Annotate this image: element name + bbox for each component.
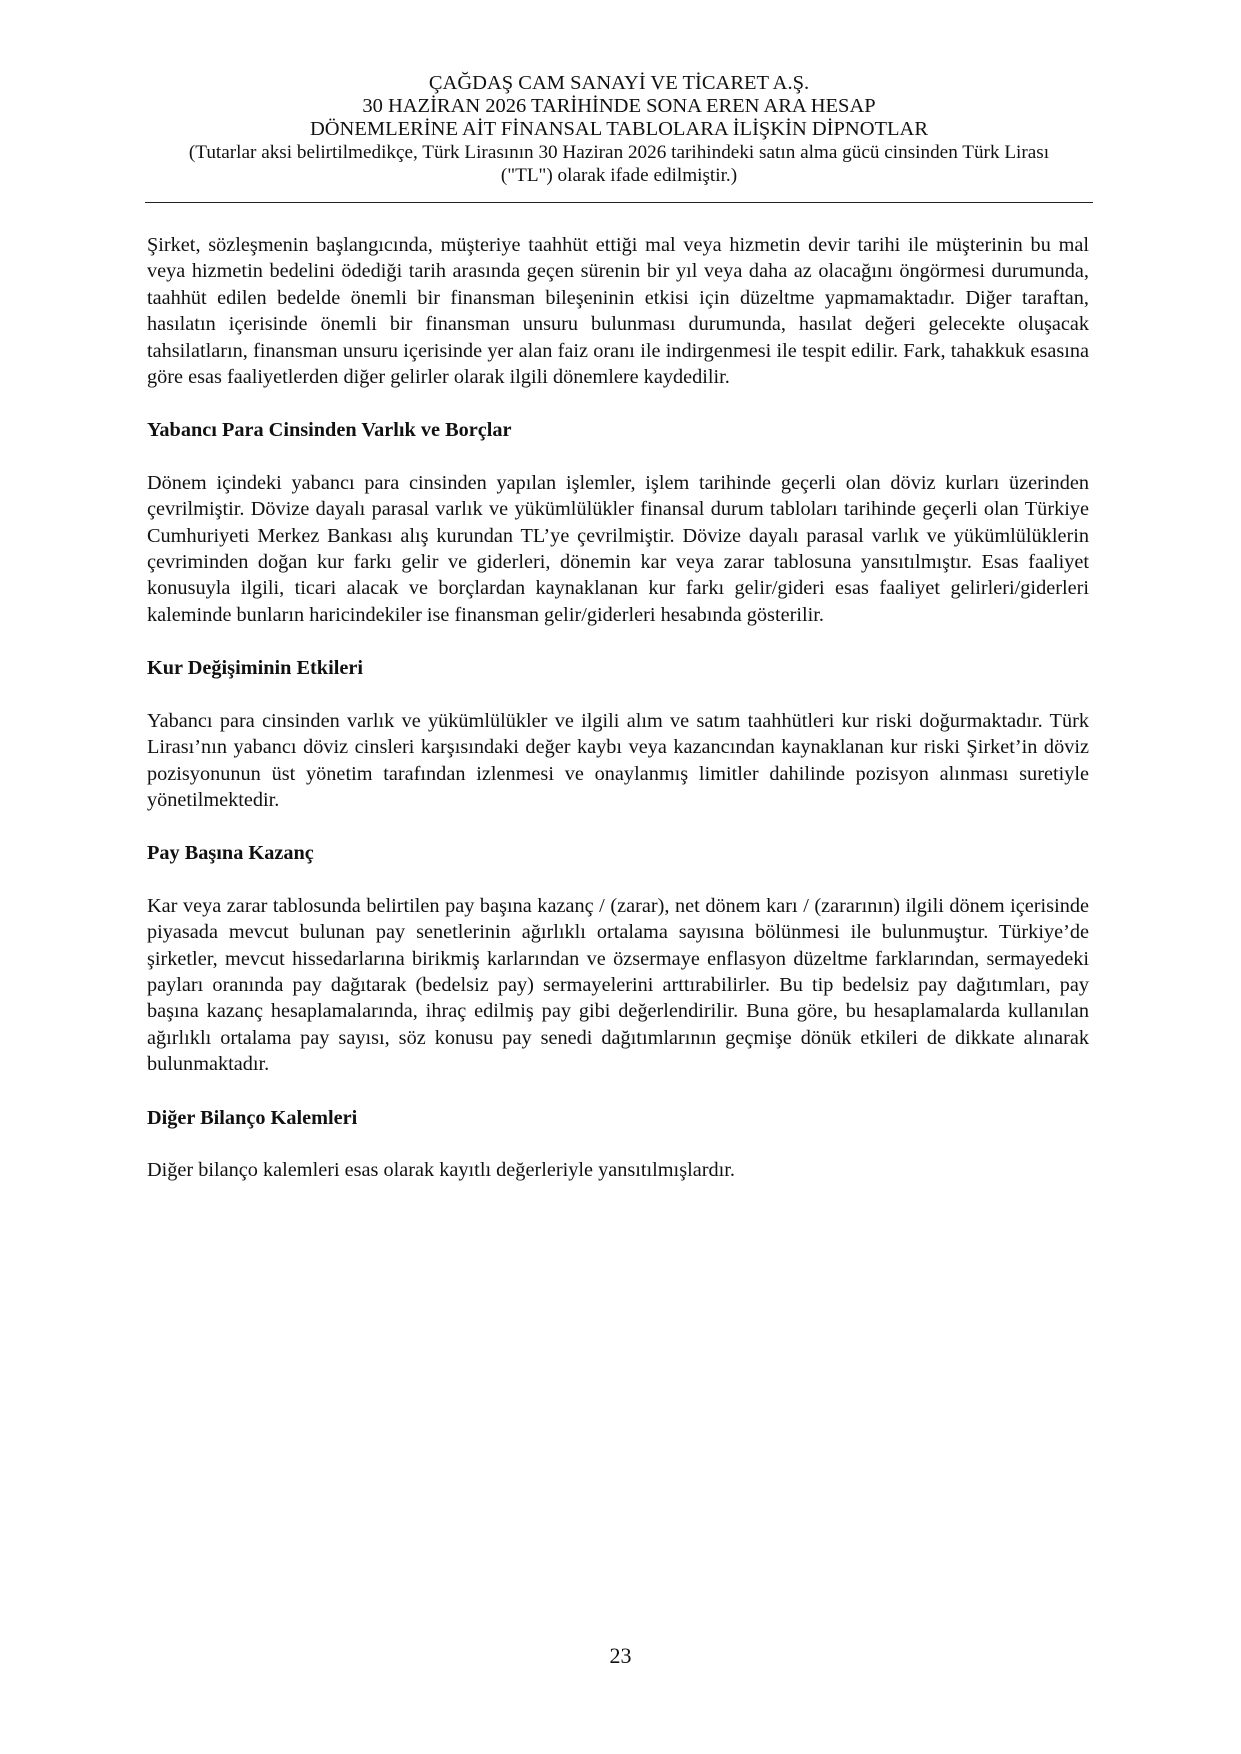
foreign-currency-heading: Yabancı Para Cinsinden Varlık ve Borçlar [147,419,512,442]
company-name: ÇAĞDAŞ CAM SANAYİ VE TİCARET A.Ş. [428,72,810,94]
currency-note-line-1: (Tutarlar aksi belirtilmedikçe, Türk Lirasının 30 Haziran 2026 tarihindeki satın alma gücü cinsinden Türk Lirası [188,142,1050,163]
other-balance-sheet-paragraph: Diğer bilanço kalemleri esas olarak kayıtlı değerleriyle yansıtılmışlardır. [147,1158,735,1181]
header-divider [145,202,1093,203]
report-period-title: 30 HAZİRAN 2026 TARİHİNDE SONA EREN ARA HESAP [362,95,876,117]
currency-note-line-2: ("TL") olarak ifade edilmiştir.) [500,165,738,186]
document-body [147,232,1089,1210]
other-balance-sheet-heading: Diğer Bilanço Kalemleri [147,1106,358,1129]
report-notes-title: DÖNEMLERİNE AİT FİNANSAL TABLOLARA İLİŞKİN DİPNOTLAR [309,118,929,140]
page-header [145,72,1093,187]
earnings-per-share-paragraph: Kar veya zarar tablosunda belirtilen pay başına kazanç / (zarar), net dönem karı / (zararının) ilgili dönem içerisinde piyasada mevcut bulunan pay senetlerinin ağırlıklı ortalama sayısına bölünmesi ile bulunmuştur. Türkiye’de şirketler, mevcut hissedarlarına birikmiş karlarından ve özsermaye enflasyon düzeltme farklarından, sermayedeki payları oranında pay dağıtarak (bedelsiz pay) sermayelerini arttırabilirler. Bu tip bedelsiz pay dağıtımları, pay başına kazanç hesaplamalarında, ihraç edilmiş pay gibi değerlendirilir. Buna göre, bu hesaplamalarda kullanılan ağırlıklı ortalama pay sayısı, söz konusu pay senedi dağıtımlarının geçmişe dönük etkileri de dikkate alınarak bulunmaktadır. [147,894,1089,1076]
page-number: 23 [609,1643,632,1668]
exchange-rate-effects-heading: Kur Değişiminin Etkileri [147,657,363,680]
foreign-currency-paragraph: Dönem içindeki yabancı para cinsinden yapılan işlemler, işlem tarihinde geçerli olan döviz kurları üzerinden çevrilmiştir. Dövize dayalı parasal varlık ve yükümlülükler finansal durum tabloları tarihinde geçerli olan Türkiye Cumhuriyeti Merkez Bankası alış kurundan TL’ye çevrilmiştir. Dövize dayalı parasal varlık ve yükümlülüklerin çevriminden doğan kur farkı gelir ve giderleri, dönemin kar veya zarar tablosuna yansıtılmıştır. Esas faaliyet konusuyla ilgili, ticari alacak ve borçlardan kaynaklanan kur farkı gelir/gideri esas faaliyet gelirleri/giderleri kaleminde bunların haricindekiler ise finansman gelir/giderleri hesabında gösterilir. [147,471,1089,626]
earnings-per-share-heading: Pay Başına Kazanç [147,842,314,865]
intro-paragraph: Şirket, sözleşmenin başlangıcında, müşteriye taahhüt ettiği mal veya hizmetin devir tarihi ile müşterinin bu mal veya hizmetin bedelini ödediği tarih arasında geçen sürenin bir yıl veya daha az olacağını öngörmesi durumunda, taahhüt edilen bedelde önemli bir finansman bileşeninin etkisi için düzeltme yapmamaktadır. Diğer taraftan, hasılatın içerisinde önemli bir finansman unsuru bulunması durumunda, hasılat değeri gelecekte oluşacak tahsilatların, finansman unsuru içerisinde yer alan faiz oranı ile indirgenmesi ile tespit edilir. Fark, tahakkuk esasına göre esas faaliyetlerden diğer gelirler olarak ilgili dönemlere kaydedilir. [147,234,1089,389]
exchange-rate-effects-paragraph: Yabancı para cinsinden varlık ve yükümlülükler ve ilgili alım ve satım taahhütleri kur riski doğurmaktadır. Türk Lirası’nın yabancı döviz cinsleri karşısındaki değer kaybı veya kazancından kaynaklanan kur riski Şirket’in döviz pozisyonunun üst yönetim tarafından izlenmesi ve onaylanmış limitler dahilinde pozisyon alınması suretiyle yönetilmektedir. [147,709,1089,811]
